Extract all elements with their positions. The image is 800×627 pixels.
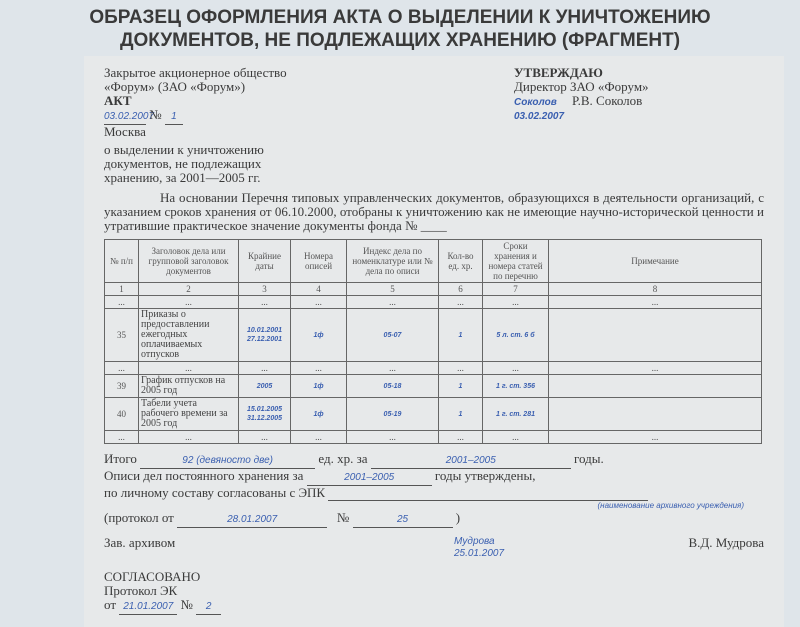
ellipsis: ... <box>239 431 291 444</box>
ellipsis: ... <box>105 362 139 375</box>
archive-head-name: В.Д. Мудрова <box>688 535 764 550</box>
col-number: 3 <box>239 283 291 296</box>
col-number: 8 <box>549 283 762 296</box>
approve-label: УТВЕРЖДАЮ <box>514 65 603 80</box>
units-label: ед. хр. за <box>318 451 368 466</box>
protocol-close: ) <box>455 510 461 525</box>
ellipsis: ... <box>439 362 483 375</box>
row-title: График отпусков на 2005 год <box>139 375 239 398</box>
row-index: 05-19 <box>347 398 439 431</box>
director-sign-line <box>514 94 744 110</box>
page-title-line: ДОКУМЕНТОВ, НЕ ПОДЛЕЖАЩИХ ХРАНЕНИЮ (ФРАГМЕНТ) <box>119 30 681 51</box>
ellipsis-row <box>105 362 762 375</box>
ellipsis: ... <box>483 362 549 375</box>
inventories-label: Описи дел постоянного хранения за <box>104 468 304 483</box>
table-row <box>105 375 762 398</box>
act-no: 1 <box>165 110 183 125</box>
table-row <box>105 398 762 431</box>
col-number: 5 <box>347 283 439 296</box>
row-qty: 1 <box>439 375 483 398</box>
row-dates: 10.01.2001 27.12.2001 <box>239 309 291 362</box>
col-number: 4 <box>291 283 347 296</box>
ellipsis: ... <box>139 296 239 309</box>
ek-no-label: № <box>180 597 193 612</box>
director-name: Р.В. Соколов <box>572 93 643 108</box>
ellipsis: ... <box>549 296 762 309</box>
col-header: Индекс дела по номенклатуре или № дела по описи <box>347 240 439 283</box>
ellipsis: ... <box>291 431 347 444</box>
act-header-right <box>514 66 744 185</box>
row-inventory: 1ф <box>291 398 347 431</box>
col-header: Примечание <box>549 240 762 283</box>
protocol-no: 25 <box>353 513 453 528</box>
act-subject: о выделении к уничтожению <box>104 142 264 157</box>
row-title: Табели учета рабочего времени за 2005 год <box>139 398 239 431</box>
ellipsis: ... <box>483 296 549 309</box>
col-header: Крайние даты <box>239 240 291 283</box>
page-title-line: ОБРАЗЕЦ ОФОРМЛЕНИЯ АКТА О ВЫДЕЛЕНИИ К УНИЧТОЖЕНИЮ <box>89 7 711 28</box>
archive-head-sign-block <box>454 536 504 560</box>
act-document <box>84 56 784 627</box>
total-label: Итого <box>104 451 137 466</box>
ellipsis: ... <box>483 431 549 444</box>
total-years: 2001–2005 <box>371 454 571 469</box>
row-term: 1 г. ст. 356 <box>483 375 549 398</box>
ek-no: 2 <box>196 600 221 615</box>
ellipsis-row <box>105 296 762 309</box>
row-number: 39 <box>105 375 139 398</box>
ellipsis: ... <box>439 431 483 444</box>
row-qty: 1 <box>439 398 483 431</box>
total-count: 92 (девяносто две) <box>140 454 315 469</box>
inventories-years: 2001–2005 <box>307 471 432 486</box>
org-name: Закрытое акционерное общество <box>104 65 287 80</box>
ellipsis: ... <box>291 362 347 375</box>
act-subject: документов, не подлежащих <box>104 156 262 171</box>
ellipsis: ... <box>549 431 762 444</box>
epk-hint: (наименование архивного учреждения) <box>597 501 744 510</box>
row-dates: 15.01.2005 31.12.2005 <box>239 398 291 431</box>
row-qty: 1 <box>439 309 483 362</box>
approve-date: 03.02.2007 <box>514 111 565 122</box>
row-note <box>549 398 762 431</box>
epk-label: по личному составу согласованы с ЭПК <box>104 485 326 500</box>
ellipsis-row <box>105 431 762 444</box>
act-header-left <box>104 66 404 185</box>
col-header: Номера описей <box>291 240 347 283</box>
table-row <box>105 309 762 362</box>
ek-ot-label: от <box>104 597 117 612</box>
ellipsis: ... <box>347 362 439 375</box>
agreed-label: СОГЛАСОВАНО <box>104 569 201 584</box>
act-header <box>104 66 764 185</box>
ellipsis: ... <box>139 362 239 375</box>
row-title: Приказы о предоставлении ежегодных оплачиваемых отпусков <box>139 309 239 362</box>
ellipsis: ... <box>139 431 239 444</box>
act-subject: хранению, за 2001—2005 гг. <box>104 170 261 185</box>
years-end-label: годы. <box>574 451 604 466</box>
act-label: АКТ <box>104 93 132 108</box>
inventories-line <box>104 469 764 486</box>
ek-date: 21.01.2007 <box>119 600 177 615</box>
director-signature: Соколов <box>514 97 557 108</box>
director-position: Директор ЗАО «Форум» <box>514 79 649 94</box>
ellipsis: ... <box>439 296 483 309</box>
archive-head-signature: Мудрова <box>453 536 495 547</box>
col-number: 7 <box>483 283 549 296</box>
ellipsis: ... <box>105 296 139 309</box>
approved-label: годы утверждены, <box>434 468 536 483</box>
act-date-no <box>104 108 404 125</box>
org-short: «Форум» (ЗАО «Форум») <box>104 79 246 94</box>
ek-protocol-label: Протокол ЭК <box>104 583 178 598</box>
protocol-no-label: № <box>336 510 350 525</box>
col-number: 2 <box>139 283 239 296</box>
ellipsis: ... <box>347 431 439 444</box>
row-dates: 2005 <box>239 375 291 398</box>
page-title <box>0 0 800 52</box>
row-term: 5 л. ст. 6 б <box>483 309 549 362</box>
col-number: 1 <box>105 283 139 296</box>
protocol-label: (протокол от <box>104 510 174 525</box>
col-header: № п/п <box>105 240 139 283</box>
row-number: 35 <box>105 309 139 362</box>
row-note <box>549 309 762 362</box>
row-number: 40 <box>105 398 139 431</box>
col-number: 6 <box>439 283 483 296</box>
row-term: 1 г. ст. 281 <box>483 398 549 431</box>
col-header: Заголовок дела или групповой заголовок документов <box>139 240 239 283</box>
act-no-label: № <box>149 107 162 122</box>
act-paragraph: На основании Перечня типовых управленческих документов, образующихся в деятельности организаций, с указанием сроков хранения от 06.10.2000, отобраны к уничтожению как не имеющие научно-исторической ценности и утратившие практическое значение документы фонда № ____ <box>104 190 764 233</box>
row-inventory: 1ф <box>291 309 347 362</box>
protocol-date: 28.01.2007 <box>177 513 327 528</box>
city: Москва <box>104 124 146 139</box>
row-inventory: 1ф <box>291 375 347 398</box>
ellipsis: ... <box>347 296 439 309</box>
row-index: 05-18 <box>347 375 439 398</box>
ellipsis: ... <box>105 431 139 444</box>
protocol-line <box>104 511 764 528</box>
ellipsis: ... <box>239 362 291 375</box>
row-note <box>549 375 762 398</box>
row-index: 05-07 <box>347 309 439 362</box>
epk-line <box>104 486 764 501</box>
archive-head-sign-date: 25.01.2007 <box>453 548 505 559</box>
col-header: Кол-во ед. хр. <box>439 240 483 283</box>
act-date: 03.02.2007 <box>104 110 146 125</box>
ek-protocol-line <box>104 598 764 615</box>
ellipsis: ... <box>239 296 291 309</box>
table-header-row <box>105 240 762 283</box>
total-line <box>104 452 764 469</box>
ellipsis: ... <box>291 296 347 309</box>
column-numbers-row <box>105 283 762 296</box>
archive-head-row <box>104 536 764 560</box>
ellipsis: ... <box>549 362 762 375</box>
archive-head-label: Зав. архивом <box>104 535 176 550</box>
col-header: Сроки хранения и номера статей по перечню <box>483 240 549 283</box>
documents-table <box>104 239 762 444</box>
